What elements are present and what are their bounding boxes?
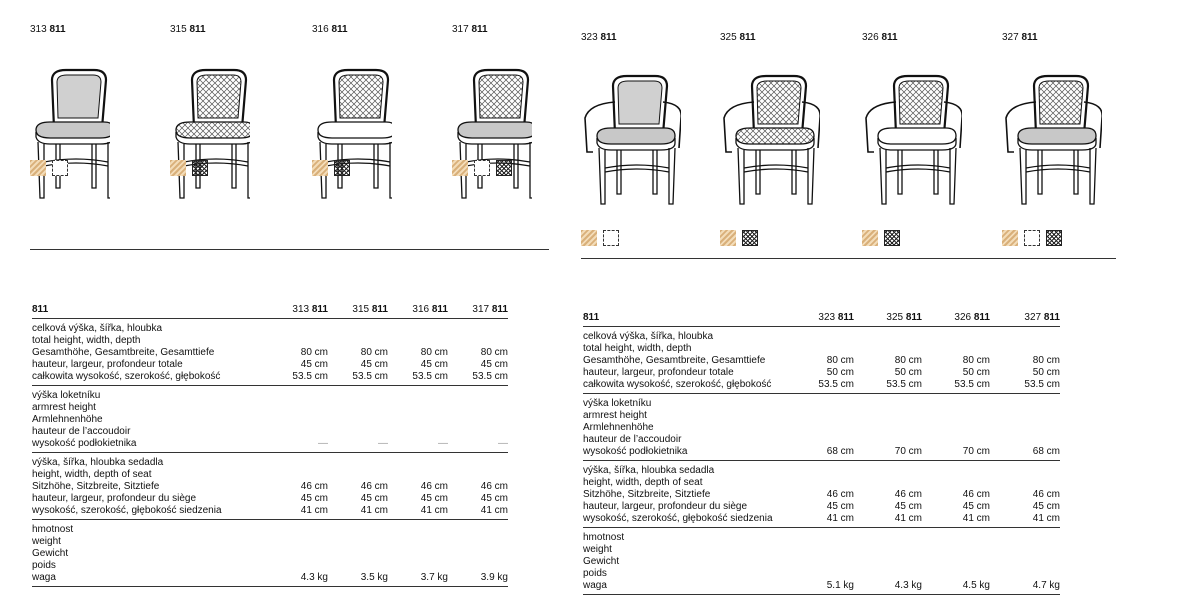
row-label: výška loketníku armrest height Armlehnenhöhe hauteur de l’accoudoir wysokość podłokietnika (583, 394, 792, 461)
column-header: 323 811 (792, 308, 854, 327)
row-label: celková výška, šířka, hloubka total height, width, depth Gesamthöhe, Gesamtbreite, Gesamttiefe hauteur, largeur, profondeur totale całkowita wysokość, szerokość, głębokość (32, 319, 268, 386)
column-header: 327 811 (990, 308, 1060, 327)
cane-swatch (1046, 230, 1062, 246)
cane-swatch (334, 160, 350, 176)
cell-value: 68 cm (990, 394, 1060, 461)
chair-323-illustration (581, 68, 681, 210)
divider (581, 258, 1116, 259)
chair-325-illustration (720, 68, 820, 210)
cell-value: 46 cm 45 cm 41 cm (268, 453, 328, 520)
chair-327-illustration (1002, 68, 1102, 210)
column-header: 316 811 (388, 300, 448, 319)
cell-value: 3.7 kg (388, 520, 448, 587)
wood-swatch (720, 230, 736, 246)
chair-326-illustration (862, 68, 962, 210)
table-header-label: 811 (32, 300, 268, 319)
table-row (32, 319, 508, 386)
wood-swatch (581, 230, 597, 246)
cell-value: 46 cm 45 cm 41 cm (990, 461, 1060, 528)
chair-315-illustration (170, 62, 250, 202)
model-code: 316 811 (312, 24, 348, 35)
table-row (583, 394, 1060, 461)
wood-swatch (30, 160, 46, 176)
cell-value: — (388, 386, 448, 453)
chair-317-illustration (452, 62, 532, 202)
row-label: výška, šířka, hloubka sedadla height, width, depth of seat Sitzhöhe, Sitzbreite, Sitztiefe hauteur, largeur, profondeur du siège wysokość, szerokość, głębokość siedzenia (32, 453, 268, 520)
spec-table-right (583, 308, 1060, 595)
cell-value: 5.1 kg (792, 528, 854, 595)
cell-value: 4.3 kg (268, 520, 328, 587)
cell-value: 4.5 kg (922, 528, 990, 595)
table-row (583, 461, 1060, 528)
cell-value: 46 cm 45 cm 41 cm (328, 453, 388, 520)
cane-swatch (884, 230, 900, 246)
model-code: 326 811 (862, 32, 898, 43)
cell-value: 68 cm (792, 394, 854, 461)
model-code: 317 811 (452, 24, 488, 35)
wood-swatch (1002, 230, 1018, 246)
cell-value: 46 cm 45 cm 41 cm (922, 461, 990, 528)
row-label: celková výška, šířka, hloubka total height, width, depth Gesamthöhe, Gesamtbreite, Gesamttiefe hauteur, largeur, profondeur totale całkowita wysokość, szerokość, głębokość (583, 327, 792, 394)
model-code: 327 811 (1002, 32, 1038, 43)
chair-313-illustration (30, 62, 110, 202)
cane-swatch (496, 160, 512, 176)
row-label: výška, šířka, hloubka sedadla height, width, depth of seat Sitzhöhe, Sitzbreite, Sitztiefe hauteur, largeur, profondeur du siège wysokość, szerokość, głębokość siedzenia (583, 461, 792, 528)
spec-table-left (32, 300, 508, 587)
empty-swatch (52, 160, 68, 176)
cell-value: 70 cm (922, 394, 990, 461)
column-header: 315 811 (328, 300, 388, 319)
cell-value: 80 cm 50 cm 53.5 cm (792, 327, 854, 394)
table-header-label: 811 (583, 308, 792, 327)
empty-swatch (1024, 230, 1040, 246)
column-header: 325 811 (854, 308, 922, 327)
table-row (32, 520, 508, 587)
empty-swatch (474, 160, 490, 176)
cell-value: 46 cm 45 cm 41 cm (388, 453, 448, 520)
chair-316-illustration (312, 62, 392, 202)
cane-swatch (192, 160, 208, 176)
row-label: výška loketníku armrest height Armlehnenhöhe hauteur de l’accoudoir wysokość podłokietnika (32, 386, 268, 453)
column-header: 326 811 (922, 308, 990, 327)
cell-value: — (328, 386, 388, 453)
table-row (32, 453, 508, 520)
model-code: 325 811 (720, 32, 756, 43)
cell-value: 3.5 kg (328, 520, 388, 587)
cell-value: — (268, 386, 328, 453)
cell-value: 46 cm 45 cm 41 cm (854, 461, 922, 528)
model-code: 313 811 (30, 24, 66, 35)
cell-value: 70 cm (854, 394, 922, 461)
model-code: 323 811 (581, 32, 617, 43)
cell-value: 80 cm 45 cm 53.5 cm (268, 319, 328, 386)
column-header: 317 811 (448, 300, 508, 319)
wood-swatch (312, 160, 328, 176)
cell-value: 80 cm 45 cm 53.5 cm (388, 319, 448, 386)
table-row (583, 327, 1060, 394)
cell-value: — (448, 386, 508, 453)
cell-value: 80 cm 50 cm 53.5 cm (854, 327, 922, 394)
cell-value: 80 cm 50 cm 53.5 cm (922, 327, 990, 394)
wood-swatch (170, 160, 186, 176)
cell-value: 3.9 kg (448, 520, 508, 587)
model-code: 315 811 (170, 24, 206, 35)
divider (30, 249, 549, 250)
row-label: hmotnost weight Gewicht poids waga (32, 520, 268, 587)
table-row (583, 528, 1060, 595)
cell-value: 46 cm 45 cm 41 cm (448, 453, 508, 520)
wood-swatch (452, 160, 468, 176)
cell-value: 80 cm 45 cm 53.5 cm (328, 319, 388, 386)
table-header-row (583, 308, 1060, 327)
wood-swatch (862, 230, 878, 246)
cell-value: 80 cm 45 cm 53.5 cm (448, 319, 508, 386)
cell-value: 46 cm 45 cm 41 cm (792, 461, 854, 528)
empty-swatch (603, 230, 619, 246)
cane-swatch (742, 230, 758, 246)
cell-value: 80 cm 50 cm 53.5 cm (990, 327, 1060, 394)
table-row (32, 386, 508, 453)
cell-value: 4.7 kg (990, 528, 1060, 595)
column-header: 313 811 (268, 300, 328, 319)
row-label: hmotnost weight Gewicht poids waga (583, 528, 792, 595)
table-header-row (32, 300, 508, 319)
cell-value: 4.3 kg (854, 528, 922, 595)
